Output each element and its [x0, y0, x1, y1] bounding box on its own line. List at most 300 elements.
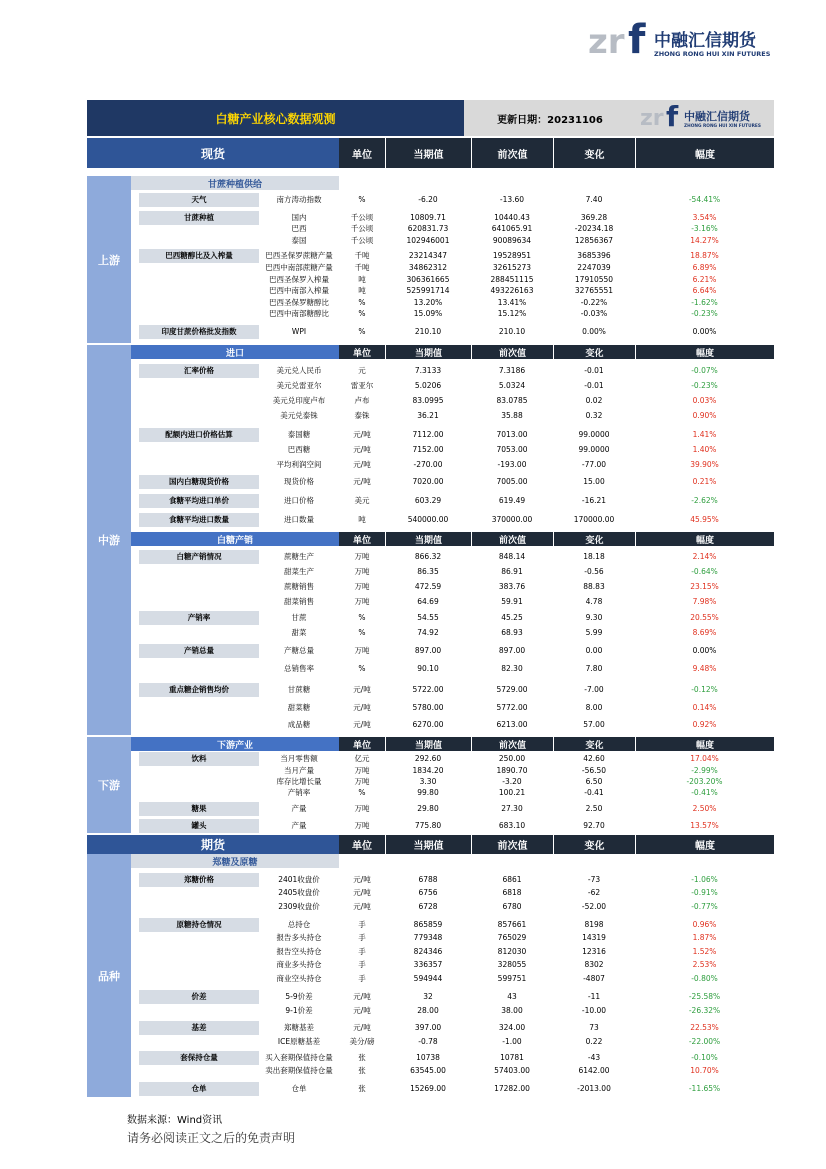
row-change: 8198	[584, 920, 604, 929]
row-previous: 493226163	[490, 286, 534, 295]
row-percent: 1.40%	[692, 445, 717, 454]
row-item: 泰国糖	[287, 430, 311, 439]
brand-logo	[588, 17, 778, 64]
row-item: 南方涛动指数	[276, 195, 322, 204]
row-previous: 619.49	[498, 496, 526, 505]
row-current: 99.80	[417, 788, 439, 797]
row-item: 进口数量	[284, 515, 314, 524]
row-percent: 23.15%	[690, 582, 719, 591]
table-row	[87, 325, 774, 339]
row-item: 进口价格	[284, 496, 314, 505]
row-current: 13.20%	[413, 298, 443, 307]
row-current: 86.35	[417, 567, 439, 576]
row-change: -11	[587, 992, 601, 1001]
row-previous: 86.91	[501, 567, 523, 576]
table-row	[87, 873, 774, 887]
row-change: 0.02	[585, 396, 603, 405]
col-unit: 单位	[339, 138, 385, 168]
row-change: -2013.00	[577, 1084, 611, 1093]
row-change: 42.60	[583, 754, 605, 763]
row-percent: -0.80%	[691, 974, 718, 983]
row-previous: -3.20	[502, 777, 522, 786]
row-item: 巴西中南部入榨量	[269, 286, 329, 295]
row-percent: 10.70%	[690, 1066, 719, 1075]
row-percent: 0.14%	[692, 703, 717, 712]
band-import	[87, 345, 774, 359]
row-item: 甜菜销售	[284, 597, 314, 606]
update-date: 更新日期：20231106	[464, 100, 636, 136]
row-category: 套保持仓量	[139, 1051, 259, 1065]
row-previous: 857661	[497, 920, 527, 929]
row-unit: 元/吨	[353, 888, 371, 897]
table-row	[87, 701, 774, 715]
row-current: 866.32	[414, 552, 442, 561]
row-unit: %	[358, 298, 366, 307]
table-row	[87, 443, 774, 457]
row-unit: 万吨	[354, 582, 370, 591]
row-change: -0.56	[584, 567, 604, 576]
row-unit: 千吨	[354, 263, 370, 272]
row-current: 210.10	[414, 327, 442, 336]
col-current: 当期值	[386, 138, 471, 168]
row-item: 平均利润空间	[276, 460, 322, 469]
col-previous: 前次值	[472, 138, 553, 168]
row-previous: 7.3186	[498, 366, 526, 375]
row-previous: 5.0324	[498, 381, 526, 390]
row-change: 170000.00	[573, 515, 615, 524]
row-unit: 吨	[358, 515, 366, 524]
row-change: 2.50	[585, 804, 603, 813]
row-category: 国内白糖现货价格	[139, 475, 259, 489]
row-unit: %	[358, 788, 366, 797]
row-percent: 6.89%	[692, 263, 717, 272]
row-previous: 68.93	[501, 628, 523, 637]
row-unit: 元/吨	[353, 703, 371, 712]
table-row	[87, 193, 774, 207]
row-current: 603.29	[414, 496, 442, 505]
row-current: -6.20	[418, 195, 438, 204]
row-previous: 324.00	[498, 1023, 526, 1032]
table-row	[87, 1004, 774, 1018]
row-percent: -0.12%	[691, 685, 718, 694]
row-change: 88.83	[583, 582, 605, 591]
col-percent: 幅度	[636, 345, 774, 359]
row-previous: 6213.00	[496, 720, 528, 729]
row-percent: -203.20%	[686, 777, 723, 786]
row-previous: 83.0785	[496, 396, 528, 405]
row-item: 报告空头持仓	[276, 947, 322, 956]
row-item: 商业空头持仓	[276, 974, 322, 983]
row-percent: 2.53%	[692, 960, 717, 969]
row-category: 食糖平均进口单价	[139, 494, 259, 508]
row-unit: %	[358, 327, 366, 336]
row-change: 8.00	[585, 703, 603, 712]
table-row	[87, 931, 774, 945]
row-current: 472.59	[414, 582, 442, 591]
row-item: 5-9价差	[285, 992, 313, 1001]
row-change: 6142.00	[578, 1066, 610, 1075]
band-zheng-sugar	[87, 854, 774, 868]
spot-section-title: 现货	[87, 138, 339, 168]
row-unit: %	[358, 613, 366, 622]
row-unit: 万吨	[354, 552, 370, 561]
row-unit: 手	[358, 933, 366, 942]
row-unit: 万吨	[354, 777, 370, 786]
row-change: -73	[587, 875, 601, 884]
col-unit: 单位	[339, 532, 385, 546]
row-unit: 张	[358, 1084, 366, 1093]
row-previous: 6780	[502, 902, 522, 911]
row-item: 商业多头持仓	[276, 960, 322, 969]
row-change: -20234.18	[574, 224, 614, 233]
row-change: 9.30	[585, 613, 603, 622]
row-change: -0.22%	[580, 298, 608, 307]
band-title: 下游产业	[131, 737, 339, 751]
row-item: 巴西圣保罗糖醇比	[269, 298, 329, 307]
row-category: 饮料	[139, 752, 259, 766]
row-percent: -1.62%	[691, 298, 718, 307]
brand-en: ZHONG RONG HUI XIN FUTURES	[654, 50, 771, 58]
row-change: 5.99	[585, 628, 603, 637]
row-percent: 18.87%	[690, 251, 719, 260]
row-percent: 2.14%	[692, 552, 717, 561]
row-percent: 2.50%	[692, 804, 717, 813]
col-current: 当期值	[386, 532, 471, 546]
row-change: -7.00	[584, 685, 604, 694]
table-row	[87, 945, 774, 959]
row-previous: -193.00	[497, 460, 527, 469]
futures-column-header	[87, 835, 774, 854]
table-row	[87, 819, 774, 833]
row-item: 仓单	[291, 1084, 307, 1093]
row-unit: 手	[358, 947, 366, 956]
row-previous: 383.76	[498, 582, 526, 591]
band-title: 白糖产销	[131, 532, 339, 546]
band-downstream	[87, 737, 774, 751]
row-current: 306361665	[406, 275, 450, 284]
row-item: 9-1价差	[285, 1006, 313, 1015]
row-change: -0.03%	[580, 309, 608, 318]
row-change: 99.0000	[578, 430, 610, 439]
col-change: 变化	[554, 138, 635, 168]
row-unit: 万吨	[354, 567, 370, 576]
row-item: 美元兑泰铢	[280, 411, 318, 420]
table-row	[87, 1035, 774, 1049]
row-current: 34862312	[408, 263, 448, 272]
data-sheet	[87, 100, 774, 1097]
row-item: 蔗糖销售	[284, 582, 314, 591]
row-current: 397.00	[414, 1023, 442, 1032]
row-previous: 328055	[497, 960, 527, 969]
row-unit: 千公顷	[350, 236, 374, 245]
row-percent: 1.41%	[692, 430, 717, 439]
row-current: 6788	[418, 875, 438, 884]
row-change: 6.50	[585, 777, 603, 786]
row-unit: 元/吨	[353, 720, 371, 729]
row-unit: 元/吨	[353, 460, 371, 469]
table-row	[87, 802, 774, 816]
row-percent: 14.27%	[690, 236, 719, 245]
row-previous: 848.14	[498, 552, 526, 561]
band-cane-supply	[87, 176, 774, 190]
col-previous: 前次值	[472, 345, 553, 359]
row-change: -52.00	[581, 902, 607, 911]
row-unit: 千吨	[354, 251, 370, 260]
row-percent: 1.52%	[692, 947, 717, 956]
row-current: 28.00	[417, 1006, 439, 1015]
row-previous: 57403.00	[494, 1066, 530, 1075]
row-previous: 7013.00	[496, 430, 528, 439]
row-percent: 13.57%	[690, 821, 719, 830]
col-previous: 前次值	[472, 737, 553, 751]
logo-mark-zr: zr	[588, 22, 625, 62]
row-percent: -26.32%	[688, 1006, 721, 1015]
row-previous: 45.25	[501, 613, 523, 622]
table-row	[87, 718, 774, 732]
row-item: 国内	[291, 213, 307, 222]
row-category: 配额内进口价格估算	[139, 428, 259, 442]
row-previous: 250.00	[498, 754, 526, 763]
row-current: 90.10	[417, 664, 439, 673]
row-percent: -3.16%	[691, 224, 718, 233]
row-item: 甜菜糖	[287, 703, 311, 712]
row-percent: -1.06%	[691, 875, 718, 884]
row-current: 5.0206	[414, 381, 442, 390]
table-row	[87, 918, 774, 932]
row-current: 5780.00	[412, 703, 444, 712]
table-row	[87, 513, 774, 527]
sheet-title: 白糖产业核心数据观测	[87, 100, 464, 136]
row-change: 18.18	[583, 552, 605, 561]
row-item: ICE原糖基差	[277, 1037, 321, 1046]
row-unit: 泰铢	[354, 411, 370, 420]
col-previous: 前次值	[472, 532, 553, 546]
row-current: 32	[423, 992, 433, 1001]
table-row	[87, 394, 774, 408]
data-source: 数据来源：Wind资讯	[127, 1115, 223, 1126]
row-percent: -0.10%	[691, 1053, 718, 1062]
row-percent: 9.48%	[692, 664, 717, 673]
row-current: 83.0995	[412, 396, 444, 405]
row-category: 糖果	[139, 802, 259, 816]
row-percent: 6.64%	[692, 286, 717, 295]
row-percent: 0.90%	[692, 411, 717, 420]
table-row	[87, 1051, 774, 1065]
row-change: -0.01	[584, 366, 604, 375]
band-production	[87, 532, 774, 546]
row-previous: 15.12%	[497, 309, 527, 318]
row-unit: 元/吨	[353, 685, 371, 694]
col-percent: 幅度	[636, 532, 774, 546]
row-percent: 1.87%	[692, 933, 717, 942]
row-item: 总销售率	[284, 664, 314, 673]
table-row	[87, 990, 774, 1004]
row-current: 54.55	[417, 613, 439, 622]
row-item: 2405收盘价	[278, 888, 320, 897]
header-logo-en: ZHONG RONG HUI XIN FUTURES	[684, 124, 761, 129]
table-row	[87, 972, 774, 986]
row-change: 3685396	[577, 251, 611, 260]
table-row	[87, 364, 774, 378]
row-previous: 10781	[500, 1053, 524, 1062]
row-percent: 0.00%	[692, 646, 717, 655]
table-row	[87, 662, 774, 676]
row-previous: 13.41%	[497, 298, 527, 307]
table-row	[87, 550, 774, 564]
row-previous: 10440.43	[494, 213, 530, 222]
row-percent: -0.41%	[691, 788, 718, 797]
row-percent: 6.21%	[692, 275, 717, 284]
row-current: 7020.00	[412, 477, 444, 486]
row-current: -0.78	[418, 1037, 438, 1046]
row-change: 15.00	[583, 477, 605, 486]
row-previous: 370000.00	[491, 515, 533, 524]
row-current: 7152.00	[412, 445, 444, 454]
row-change: 4.78	[585, 597, 603, 606]
row-unit: 卢布	[354, 396, 370, 405]
row-change: 14319	[582, 933, 606, 942]
table-row	[87, 307, 774, 321]
row-current: 102946001	[406, 236, 450, 245]
row-current: 824346	[413, 947, 443, 956]
row-current: 64.69	[417, 597, 439, 606]
row-change: 12856367	[574, 236, 614, 245]
row-percent: -25.58%	[688, 992, 721, 1001]
row-unit: 元/吨	[353, 875, 371, 884]
row-unit: 万吨	[354, 804, 370, 813]
row-previous: 288451115	[490, 275, 534, 284]
row-current: 74.92	[417, 628, 439, 637]
row-change: -16.21	[581, 496, 607, 505]
row-previous: 6861	[502, 875, 522, 884]
row-item: 巴西中南部蔗糖产量	[265, 263, 333, 272]
row-previous: 27.30	[501, 804, 523, 813]
row-percent: 22.53%	[690, 1023, 719, 1032]
row-previous: 5772.00	[496, 703, 528, 712]
row-unit: 千公顷	[350, 213, 374, 222]
row-change: 8302	[584, 960, 604, 969]
col-unit: 单位	[339, 835, 385, 854]
row-item: 2401收盘价	[278, 875, 320, 884]
row-current: 292.60	[414, 754, 442, 763]
brand-cn: 中融汇信期货	[654, 31, 756, 51]
col-change: 变化	[554, 345, 635, 359]
row-previous: 32615273	[492, 263, 532, 272]
row-change: 73	[589, 1023, 599, 1032]
table-row	[87, 565, 774, 579]
row-current: 3.30	[419, 777, 437, 786]
row-percent: -0.91%	[691, 888, 718, 897]
row-unit: 亿元	[354, 754, 370, 763]
col-change: 变化	[554, 737, 635, 751]
table-row	[87, 494, 774, 508]
band-title: 进口	[131, 345, 339, 359]
row-category: 食糖平均进口数量	[139, 513, 259, 527]
row-item: 泰国	[291, 236, 307, 245]
row-percent: 8.69%	[692, 628, 717, 637]
row-item: 库存比增长量	[276, 777, 322, 786]
row-item: 郑糖基差	[284, 1023, 314, 1032]
row-previous: 599751	[497, 974, 527, 983]
row-percent: -11.65%	[688, 1084, 721, 1093]
row-previous: 1890.70	[496, 766, 528, 775]
row-current: 594944	[413, 974, 443, 983]
row-change: 32765551	[574, 286, 614, 295]
row-unit: 元/吨	[353, 902, 371, 911]
row-item: 产量	[291, 804, 307, 813]
row-unit: 吨	[358, 275, 366, 284]
row-previous: 812030	[497, 947, 527, 956]
col-unit: 单位	[339, 345, 385, 359]
row-unit: %	[358, 628, 366, 637]
row-change: 99.0000	[578, 445, 610, 454]
row-category: 原糖持仓情况	[139, 918, 259, 932]
row-unit: %	[358, 664, 366, 673]
row-unit: 张	[358, 1053, 366, 1062]
row-percent: 45.95%	[690, 515, 719, 524]
row-change: 17910550	[574, 275, 614, 284]
row-change: 92.70	[583, 821, 605, 830]
row-item: 现货价格	[284, 477, 314, 486]
row-change: 7.80	[585, 664, 603, 673]
row-current: 897.00	[414, 646, 442, 655]
row-unit: 手	[358, 960, 366, 969]
row-unit: 千公顷	[350, 224, 374, 233]
row-change: 57.00	[583, 720, 605, 729]
row-item: WPI	[291, 327, 307, 336]
row-change: 0.22	[585, 1037, 603, 1046]
row-change: 12316	[582, 947, 606, 956]
band-title: 郑糖及原糖	[131, 854, 339, 868]
table-row	[87, 458, 774, 472]
row-unit: 吨	[358, 286, 366, 295]
row-percent: -2.62%	[691, 496, 718, 505]
row-unit: 手	[358, 974, 366, 983]
row-previous: -13.60	[499, 195, 525, 204]
row-unit: 万吨	[354, 821, 370, 830]
row-change: -77.00	[581, 460, 607, 469]
disclaimer: 请务必阅读正文之后的免责声明	[127, 1131, 296, 1145]
row-item: 2309收盘价	[278, 902, 320, 911]
row-current: 540000.00	[407, 515, 449, 524]
row-current: -270.00	[413, 460, 443, 469]
row-category: 甘蔗种植	[139, 211, 259, 225]
row-category: 产销总量	[139, 644, 259, 658]
logo-mark-f: f	[628, 17, 646, 63]
row-item: 美元兑印度卢布	[272, 396, 326, 405]
row-category: 印度甘蔗价格批发指数	[139, 325, 259, 339]
col-change: 变化	[554, 532, 635, 546]
row-unit: 元/吨	[353, 992, 371, 1001]
row-previous: 35.88	[501, 411, 523, 420]
row-change: 0.00	[585, 646, 603, 655]
col-percent: 幅度	[636, 138, 774, 168]
row-unit: 元	[358, 366, 366, 375]
row-percent: 39.90%	[690, 460, 719, 469]
row-item: 产销率	[287, 788, 311, 797]
row-current: 775.80	[414, 821, 442, 830]
table-row	[87, 900, 774, 914]
row-previous: 82.30	[501, 664, 523, 673]
row-unit: 元/吨	[353, 1023, 371, 1032]
row-percent: -54.41%	[688, 195, 721, 204]
row-previous: 59.91	[501, 597, 523, 606]
row-percent: -0.64%	[691, 567, 718, 576]
row-current: 15269.00	[410, 1084, 446, 1093]
row-category: 白糖产销情况	[139, 550, 259, 564]
row-unit: 万吨	[354, 766, 370, 775]
table-row	[87, 1021, 774, 1035]
